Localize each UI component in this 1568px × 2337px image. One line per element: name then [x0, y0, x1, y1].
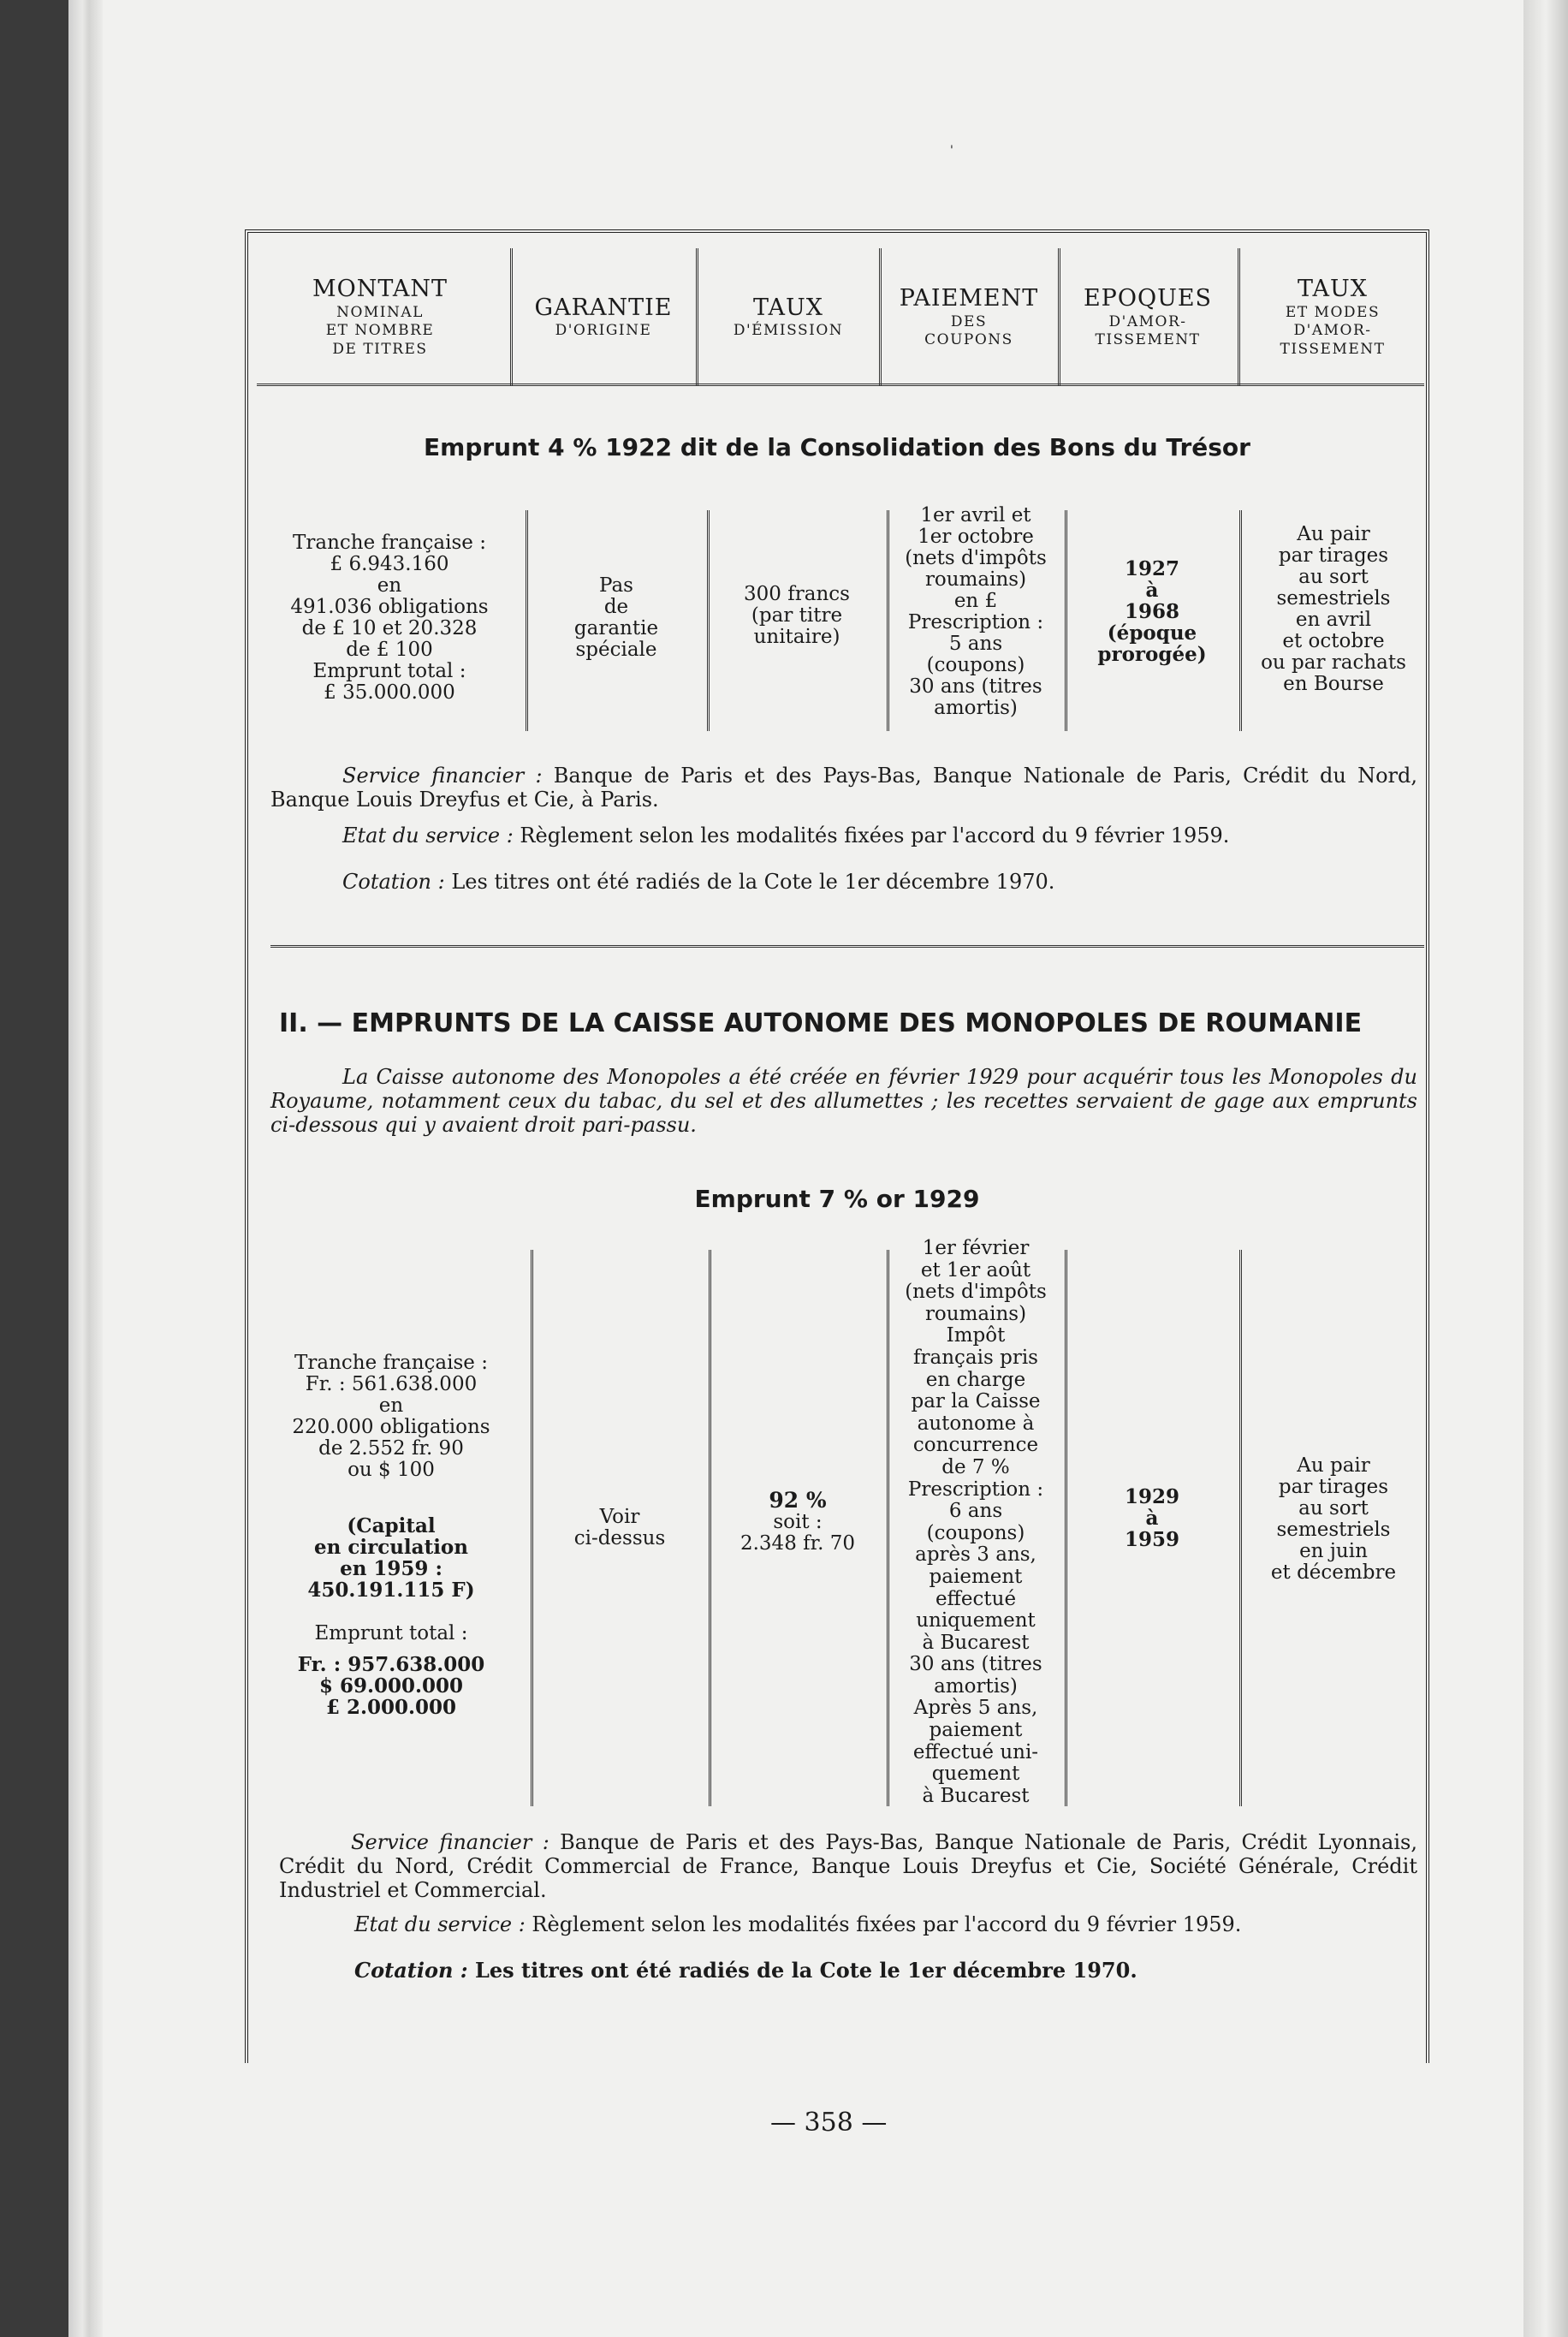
header-col-epoques-line2: TISSEMENT	[1095, 330, 1201, 348]
header-col-montant-line1: NOMINAL	[336, 304, 424, 321]
loan2-etat-text: Règlement selon les modalités fixées par l'accord du 9 février 1959.	[532, 1912, 1242, 1936]
loan2-cotation-label: Cotation :	[354, 1958, 468, 1983]
header-col-montant-line3: DE TITRES	[332, 340, 428, 358]
loan2-title: Emprunt 7 % or 1929	[694, 1185, 980, 1213]
book-edge-left	[68, 0, 103, 2337]
loan2-cotation-text: Les titres ont été radiés de la Cote le 1er décembre 1970.	[474, 1958, 1137, 1983]
loan2-guarantee: Voir ci-dessus	[573, 1506, 666, 1549]
header-divider	[696, 248, 698, 385]
header-col-taux-modes	[1239, 248, 1426, 385]
header-col-taux-modes-line2: D'AMOR-	[1293, 322, 1372, 340]
loan2-service-text: Banque de Paris et des Pays-Bas, Banque Nationale de Paris, Crédit Lyonnais, Crédit du Nord, Crédit Commercial de France, Banque Louis Dreyfus et Cie, Société Générale, Crédit Industriel et Commercial.	[279, 1830, 1417, 1902]
row-divider	[526, 510, 528, 731]
loan2-amort: Au pair par tirages au sort semestriels en juin et décembre	[1270, 1454, 1397, 1584]
loan1-cotation-label: Cotation :	[342, 870, 445, 894]
loan2-rate: 92 %	[769, 1488, 827, 1513]
header-col-paiement-line2: COUPONS	[924, 330, 1013, 348]
header-divider	[1238, 248, 1240, 385]
header-col-garantie	[512, 248, 695, 385]
loan2-service	[279, 1830, 1417, 1902]
loan2-total: Fr. : 957.638.000 $ 69.000.000 £ 2.000.000	[297, 1653, 485, 1719]
loan2-service-label: Service financier :	[351, 1830, 549, 1854]
loan1-etat-label: Etat du service :	[342, 824, 514, 847]
header-divider	[1058, 248, 1060, 385]
row-divider	[709, 1250, 711, 1806]
loan1-service-label: Service financier :	[342, 764, 543, 788]
header-col-epoques-line1: D'AMOR-	[1108, 312, 1187, 330]
loan1-guarantee: Pas de garantie spéciale	[573, 574, 659, 661]
row-divider	[707, 510, 710, 731]
page-number: — 358 —	[770, 2108, 888, 2138]
loan2-rate-detail: soit : 2.348 fr. 70	[739, 1511, 856, 1555]
section-rule	[270, 945, 1424, 948]
section2-intro: La Caisse autonome des Monopoles a été créée en février 1929 pour acquérir tous les Monopoles du Royaume, notamment ceux du tabac, du sel et des allumettes ; les recettes servaient de gage aux emprunts ci-dessous qui y avaient droit pari-passu.	[270, 1065, 1417, 1137]
header-col-paiement-line1: DES	[950, 312, 988, 330]
header-col-paiement-title: PAIEMENT	[899, 284, 1039, 312]
loan1-service-text: Banque de Paris et des Pays-Bas, Banque Nationale de Paris, Crédit du Nord, Banque Louis Dreyfus et Cie, à Paris.	[270, 764, 1417, 812]
loan1-title: Emprunt 4 % 1922 dit de la Consolidation des Bons du Trésor	[424, 433, 1250, 461]
loan1-rate: 300 francs (par titre unitaire)	[744, 583, 850, 648]
loan2-cotation	[354, 1959, 1417, 1983]
header-divider	[510, 248, 513, 385]
header-col-paiement	[882, 248, 1056, 385]
loan2-amount: Tranche française : Fr. : 561.638.000 en 220.000 obligations de 2.552 fr. 90 ou $ 100	[292, 1352, 490, 1481]
loan1-cotation	[342, 870, 1417, 894]
loan2-total-label: Emprunt total :	[314, 1622, 468, 1644]
header-col-garantie-line1: D'ORIGINE	[555, 322, 652, 340]
header-col-taux-title: TAUX	[752, 294, 823, 321]
section2-title: II. — EMPRUNTS DE LA CAISSE AUTONOME DES MONOPOLES DE ROUMANIE	[279, 1008, 1363, 1038]
table-frame	[245, 229, 1429, 2063]
loan1-period: 1927 à 1968 (époque prorogée)	[1097, 557, 1207, 666]
header-col-epoques-title: EPOQUES	[1083, 284, 1213, 312]
header-col-taux-modes-title: TAUX	[1297, 276, 1368, 303]
header-divider	[879, 248, 882, 385]
loan1-payment: 1er avril et 1er octobre (nets d'impôts roumains) en £ Prescription : 5 ans (coupons) 30 ans (titres amortis)	[905, 504, 1047, 719]
loan1-service	[270, 764, 1417, 812]
row-divider	[1065, 510, 1067, 731]
header-col-taux-modes-line1: ET MODES	[1285, 304, 1381, 321]
loan2-etat	[354, 1912, 1417, 1936]
header-col-epoques	[1060, 248, 1236, 385]
loan1-cotation-text: Les titres ont été radiés de la Cote le 1er décembre 1970.	[451, 870, 1055, 894]
book-edge-right	[1523, 0, 1568, 2337]
header-col-montant-line2: ET NOMBRE	[325, 322, 435, 340]
row-divider	[531, 1250, 533, 1806]
header-col-taux-modes-line3: TISSEMENT	[1280, 340, 1386, 358]
stray-mark: '	[950, 144, 953, 158]
row-divider	[1065, 1250, 1067, 1806]
loan1-amort: Au pair par tirages au sort semestriels en avril et octobre ou par rachats en Bourse	[1261, 523, 1406, 695]
header-col-taux-line1: D'ÉMISSION	[733, 322, 844, 340]
loan2-payment: 1er février et 1er août (nets d'impôts roumains) Impôt français pris en charge par la Caisse autonome à concurrence de 7 % Prescription : 6 ans (coupons) après 3 ans, paiement effectué uniquement à Bucarest 30 ans (titres amortis) Après 5 ans, paiement effectué uni- quement à Bucarest	[905, 1237, 1047, 1807]
loan1-etat	[342, 824, 1417, 847]
header-col-montant	[252, 248, 508, 385]
header-col-garantie-title: GARANTIE	[534, 294, 673, 321]
loan2-capital: (Capital en circulation en 1959 : 450.191.115 F)	[307, 1514, 475, 1602]
header-col-montant-title: MONTANT	[312, 276, 448, 303]
header-col-taux	[698, 248, 878, 385]
loan2-period: 1929 à 1959	[1124, 1485, 1179, 1551]
loan2-etat-label: Etat du service :	[354, 1912, 526, 1936]
loan1-etat-text: Règlement selon les modalités fixées par l'accord du 9 février 1959.	[520, 824, 1230, 847]
loan1-amount: Tranche française : £ 6.943.160 en 491.036 obligations de £ 10 et 20.328 de £ 100 Emprunt total : £ 35.000.000	[290, 532, 489, 704]
header-rule	[257, 384, 1424, 386]
